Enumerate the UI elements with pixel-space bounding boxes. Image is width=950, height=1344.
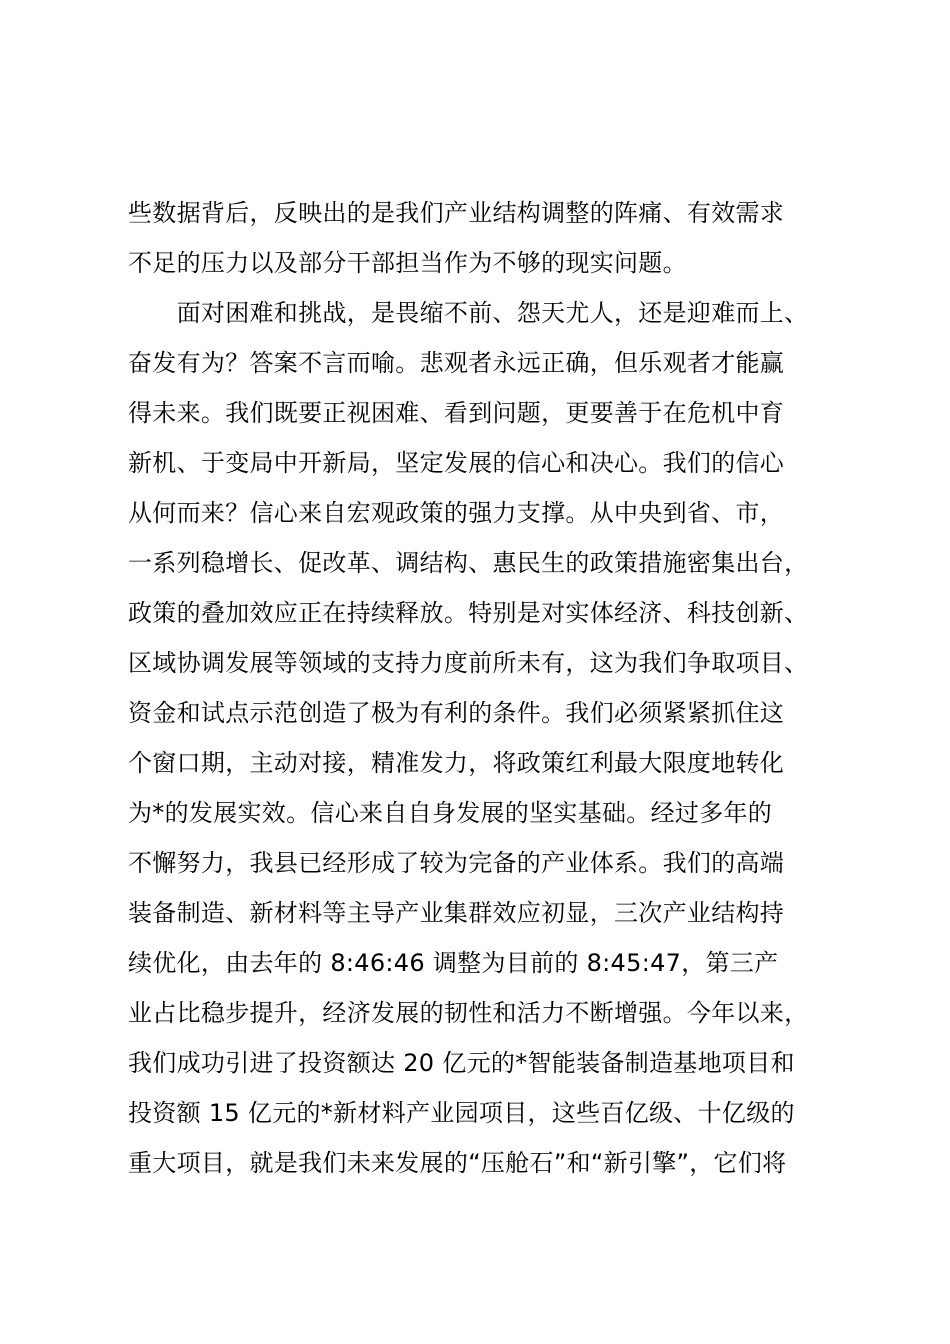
text-line: 投资额 15 亿元的*新材料产业园项目，这些百亿级、十亿级的 <box>128 1099 795 1127</box>
text-line: 区域协调发展等领域的支持力度前所未有，这为我们争取项目、 <box>128 649 809 677</box>
text-line: 奋发有为？答案不言而喻。悲观者永远正确，但乐观者才能赢 <box>128 349 785 377</box>
text-line: 装备制造、新材料等主导产业集群效应初显，三次产业结构持 <box>128 899 785 927</box>
text-line: 我们成功引进了投资额达 20 亿元的*智能装备制造基地项目和 <box>128 1049 795 1077</box>
text-line: 一系列稳增长、促改革、调结构、惠民生的政策措施密集出台， <box>128 549 809 577</box>
text-line: 些数据背后，反映出的是我们产业结构调整的阵痛、有效需求 <box>128 199 785 227</box>
text-line: 政策的叠加效应正在持续释放。特别是对实体经济、科技创新、 <box>128 599 809 627</box>
text-line: 重大项目，就是我们未来发展的“压舱石”和“新引擎”，它们将 <box>128 1149 787 1177</box>
text-line: 新机、于变局中开新局，坚定发展的信心和决心。我们的信心 <box>128 449 785 477</box>
text-line: 得未来。我们既要正视困难、看到问题，更要善于在危机中育 <box>128 399 785 427</box>
body-text <box>128 194 858 1194</box>
text-line: 面对困难和挑战，是畏缩不前、怨天尤人，还是迎难而上、 <box>128 299 809 327</box>
text-line: 从何而来？信心来自宏观政策的强力支撑。从中央到省、市， <box>128 499 785 527</box>
text-line: 为*的发展实效。信心来自自身发展的坚实基础。经过多年的 <box>128 799 773 827</box>
text-line: 个窗口期，主动对接，精准发力，将政策红利最大限度地转化 <box>128 749 785 777</box>
text-line: 不足的压力以及部分干部担当作为不够的现实问题。 <box>128 249 687 277</box>
text-line: 业占比稳步提升，经济发展的韧性和活力不断增强。今年以来， <box>128 999 809 1027</box>
text-line: 资金和试点示范创造了极为有利的条件。我们必须紧紧抓住这 <box>128 699 785 727</box>
text-line: 续优化，由去年的 8:46:46 调整为目前的 8:45:47，第三产 <box>128 949 779 977</box>
text-line: 不懈努力，我县已经形成了较为完备的产业体系。我们的高端 <box>128 849 785 877</box>
